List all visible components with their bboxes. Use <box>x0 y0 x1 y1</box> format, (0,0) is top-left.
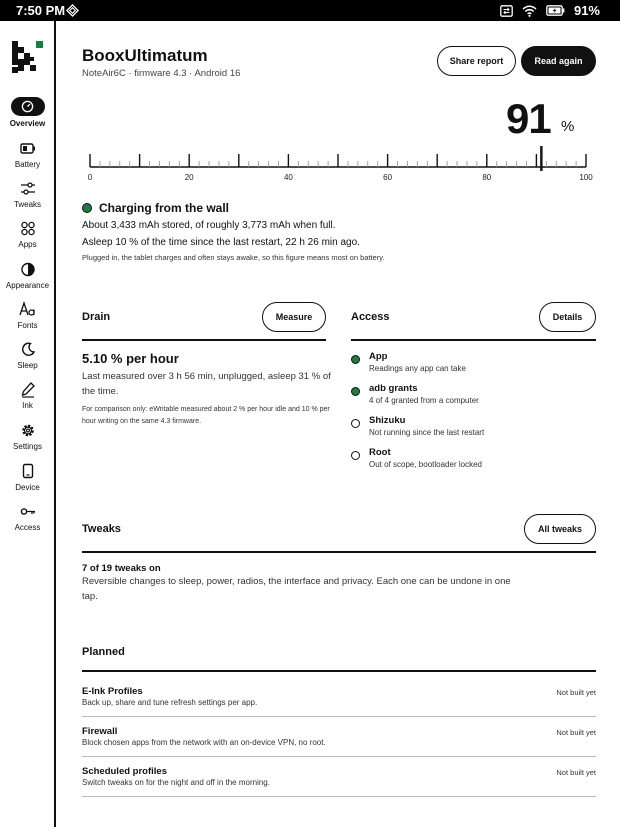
charging-status-dot <box>82 203 92 213</box>
font-icon <box>19 301 37 318</box>
battery-percent-unit: % <box>561 118 575 135</box>
gauge-icon <box>21 100 34 113</box>
sidebar <box>0 21 56 827</box>
access-status-dot <box>351 387 360 396</box>
charging-status <box>82 201 229 215</box>
details-button[interactable]: Details <box>539 302 596 332</box>
scale-label: 20 <box>184 173 194 182</box>
page-title: BooxUltimatum <box>82 46 208 65</box>
sidebar-item-appearance[interactable] <box>0 261 55 290</box>
access-item-name: App <box>369 351 388 362</box>
contrast-icon <box>20 261 36 278</box>
access-divider <box>351 339 596 341</box>
device-subtitle: NoteAir6C · firmware 4.3 · Android 16 <box>82 68 241 79</box>
sidebar-item-label: Apps <box>18 240 37 249</box>
planned-item-desc: Back up, share and tune refresh settings per app. <box>82 698 258 707</box>
access-item-desc: 4 of 4 granted from a computer <box>369 396 479 405</box>
screen-mirror-icon <box>500 5 513 17</box>
planned-item-status: Not built yet <box>556 728 596 737</box>
sidebar-item-label: Fonts <box>17 321 38 330</box>
planned-item-status: Not built yet <box>556 688 596 697</box>
app-logo <box>12 41 44 73</box>
asleep-text: Asleep 10 % of the time since the last restart, 22 h 26 min ago. <box>82 237 360 248</box>
planned-row-divider <box>82 756 596 757</box>
drain-section-title: Drain <box>82 311 111 323</box>
access-status-dot <box>351 451 360 460</box>
access-status-dot <box>351 355 360 364</box>
sidebar-item-overview[interactable] <box>0 97 55 128</box>
sidebar-item-label: Device <box>15 483 40 492</box>
sidebar-item-battery[interactable] <box>0 140 55 169</box>
planned-item-desc: Switch tweaks on for the night and off in the morning. <box>82 778 270 787</box>
sidebar-item-tweaks[interactable] <box>0 180 55 209</box>
battery-scale <box>82 141 596 175</box>
access-section-title: Access <box>351 311 390 323</box>
planned-item-name: Firewall <box>82 726 118 737</box>
diamond-icon <box>66 4 79 17</box>
tablet-icon <box>20 463 36 480</box>
access-item-desc: Not running since the last restart <box>369 428 485 437</box>
battery-charging-icon <box>546 5 565 16</box>
sidebar-item-label: Ink <box>22 401 33 410</box>
drain-divider <box>82 339 326 341</box>
apps-icon <box>20 220 36 237</box>
access-item-name: adb grants <box>369 383 418 394</box>
tweaks-section-title: Tweaks <box>82 523 121 535</box>
sidebar-item-apps[interactable] <box>0 220 55 249</box>
battery-percent: 91 <box>506 95 551 142</box>
sidebar-item-label: Battery <box>14 160 41 169</box>
planned-divider <box>82 670 596 672</box>
access-item-desc: Readings any app can take <box>369 364 466 373</box>
tweaks-divider <box>82 551 596 553</box>
planned-section-title: Planned <box>82 646 125 658</box>
tweaks-description: Reversible changes to sleep, power, radios, the interface and privacy. Each one can be undone in one tap. <box>82 576 511 602</box>
sidebar-item-ink[interactable] <box>0 381 55 410</box>
scale-label: 0 <box>87 173 93 182</box>
sidebar-item-fonts[interactable] <box>0 301 55 330</box>
access-item-desc: Out of scope, bootloader locked <box>369 460 482 469</box>
tweaks-count: 7 of 19 tweaks on <box>82 563 161 574</box>
status-bar <box>0 0 620 21</box>
scale-label: 100 <box>579 173 593 182</box>
scale-label: 60 <box>383 173 393 182</box>
access-item-name: Shizuku <box>369 415 406 426</box>
scale-label: 80 <box>482 173 492 182</box>
battery-icon <box>20 140 36 157</box>
sidebar-item-settings[interactable] <box>0 422 55 451</box>
planned-item-name: Scheduled profiles <box>82 766 167 777</box>
gear-icon <box>20 422 36 439</box>
sidebar-item-label: Overview <box>9 119 46 128</box>
charging-note: Plugged in, the tablet charges and often stays awake, so this figure means most on battery. <box>82 253 385 262</box>
planned-item-status: Not built yet <box>556 768 596 777</box>
sidebar-item-label: Tweaks <box>13 200 42 209</box>
pen-icon <box>20 381 36 398</box>
drain-value: 5.10 % per hour <box>82 351 179 366</box>
planned-item-desc: Block chosen apps from the network with an on-device VPN, no root. <box>82 738 326 747</box>
planned-item-name: E-Ink Profiles <box>82 686 143 697</box>
access-item-name: Root <box>369 447 391 458</box>
sidebar-item-label: Settings <box>13 442 42 451</box>
key-icon <box>20 503 36 520</box>
all-tweaks-button[interactable]: All tweaks <box>524 514 596 544</box>
charging-title: Charging from the wall <box>99 201 230 215</box>
sidebar-item-label: Sleep <box>17 361 38 370</box>
drain-measurement-text: Last measured over 3 h 56 min, unplugged, asleep 31 % of the time. <box>82 371 331 397</box>
sidebar-item-label: Access <box>14 523 41 532</box>
sliders-icon <box>20 180 36 197</box>
share-report-button[interactable]: Share report <box>437 46 516 76</box>
sidebar-item-label: Appearance <box>5 281 50 290</box>
read-again-button[interactable]: Read again <box>521 46 596 76</box>
wifi-icon <box>522 5 537 17</box>
measure-button[interactable]: Measure <box>262 302 326 332</box>
drain-comparison-note: For comparison only: eWritable measured about 2 % per hour idle and 10 % per hour writing on the same 4.3 firmware. <box>82 406 330 425</box>
status-battery-percent: 91% <box>573 3 600 18</box>
stored-capacity-text: About 3,433 mAh stored, of roughly 3,773 mAh when full. <box>82 220 336 231</box>
scale-label: 40 <box>283 173 293 182</box>
moon-icon <box>20 341 36 358</box>
sidebar-item-device[interactable] <box>0 463 55 492</box>
planned-row-divider <box>82 796 596 797</box>
status-time: 7:50 PM <box>16 3 66 18</box>
sidebar-item-access[interactable] <box>0 503 55 532</box>
sidebar-item-sleep[interactable] <box>0 341 55 370</box>
planned-row-divider <box>82 716 596 717</box>
access-status-dot <box>351 419 360 428</box>
